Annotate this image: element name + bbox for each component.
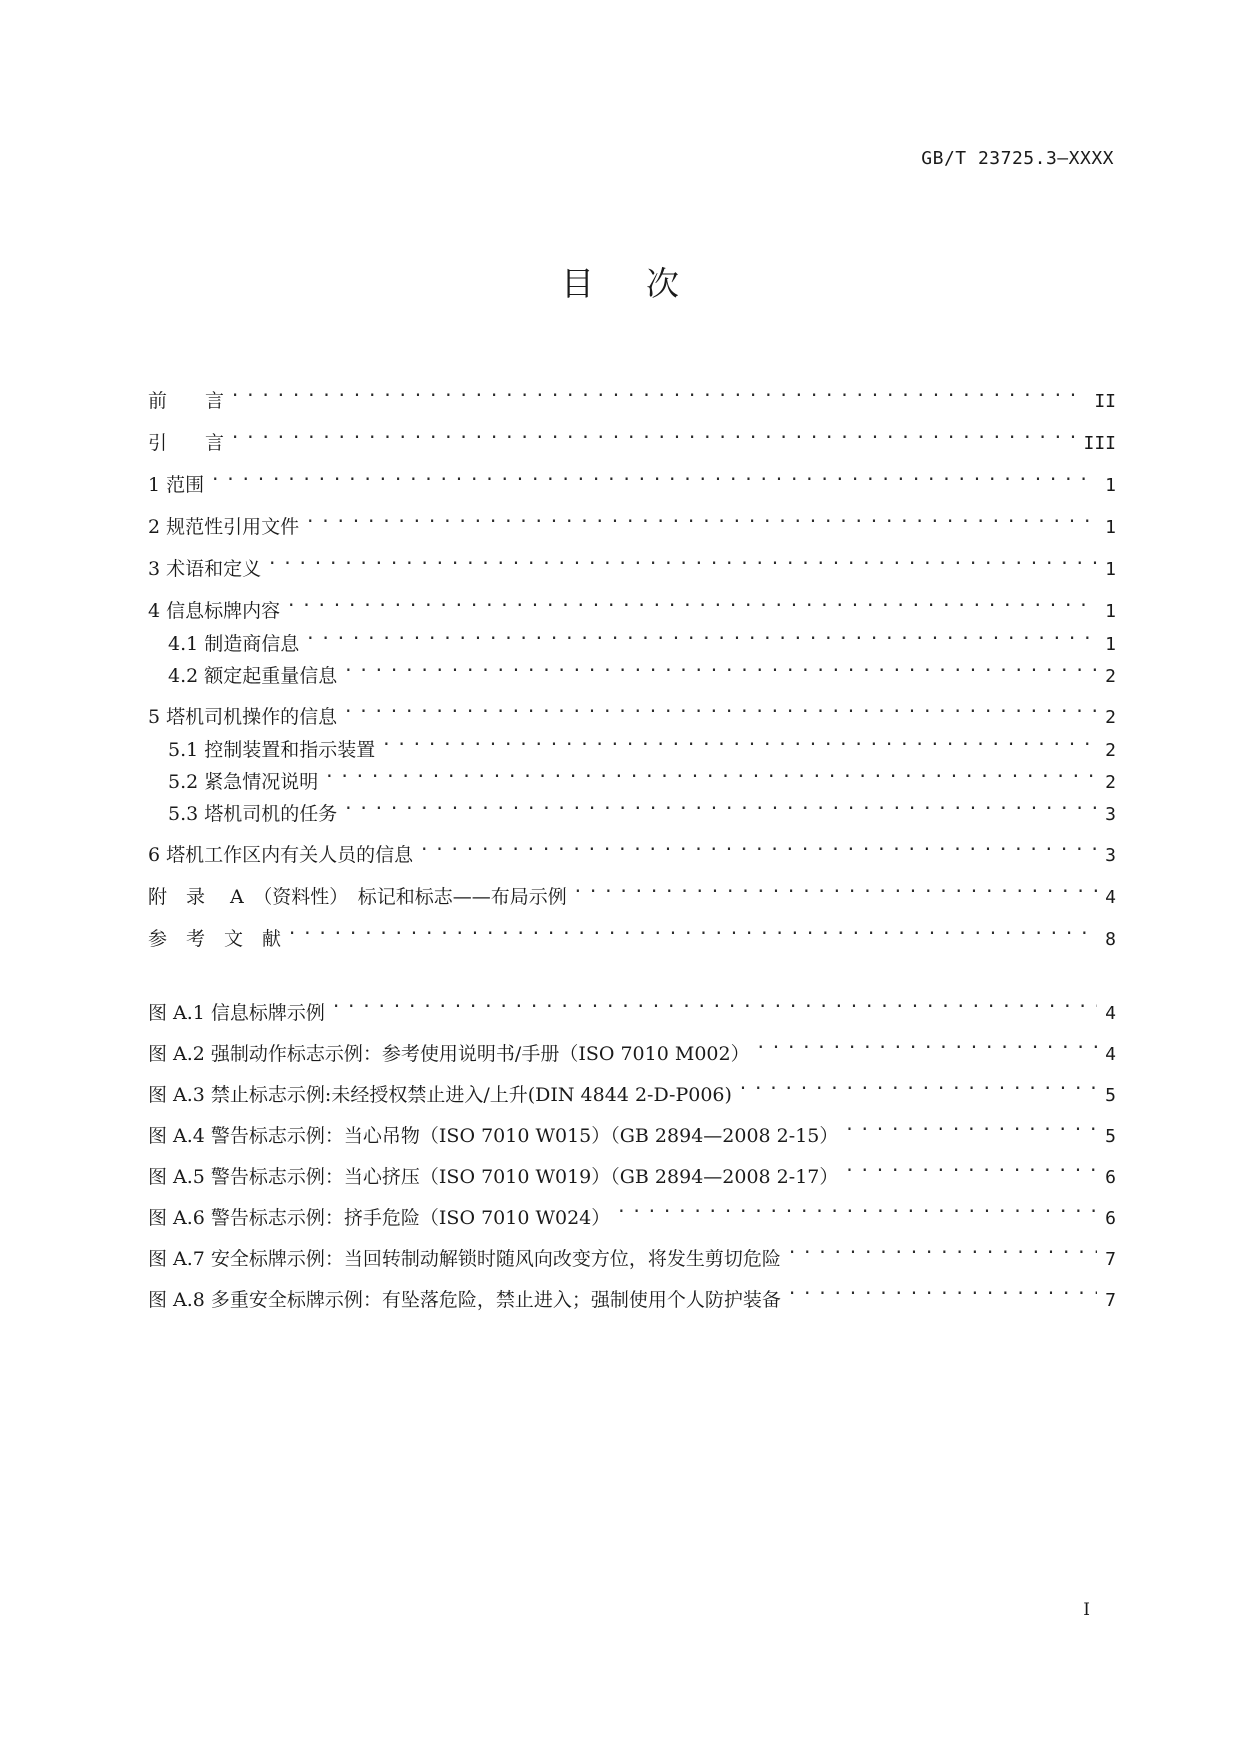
dot-leader	[756, 1019, 1098, 1060]
figure-entry-label: 图 A.1 信息标牌示例	[148, 1002, 325, 1024]
toc-entry-introduction[interactable]	[148, 417, 1116, 454]
toc-entry-page: 2	[1105, 666, 1116, 687]
toc-entry-page: 1	[1105, 517, 1116, 538]
dot-leader	[230, 375, 1086, 407]
toc-entry-normative-references[interactable]	[148, 501, 1116, 538]
toc-entry-label: 参 考 文 献	[148, 928, 282, 950]
toc-entry-page: 2	[1105, 740, 1116, 761]
toc-entry-section-4-2[interactable]	[148, 650, 1116, 687]
dot-leader	[286, 585, 1097, 617]
toc-entry-section-5-3[interactable]	[148, 788, 1116, 825]
toc-entry-foreword[interactable]	[148, 375, 1116, 412]
toc-entry-page: 1	[1105, 475, 1116, 496]
dot-leader	[287, 913, 1097, 945]
dot-leader	[844, 1142, 1097, 1183]
toc-entry-label: 2 规范性引用文件	[148, 516, 300, 538]
figure-entry-label: 图 A.6 警告标志示例：挤手危险（ISO 7010 W024）	[148, 1207, 611, 1229]
dot-leader	[331, 978, 1097, 1019]
toc-entry-label: 4.1 制造商信息	[168, 633, 300, 655]
toc-entry-bibliography[interactable]	[148, 913, 1116, 950]
dot-leader	[230, 417, 1075, 449]
list-of-figures	[148, 978, 1116, 1311]
toc-entry-label: 3 术语和定义	[148, 558, 262, 580]
dot-leader	[267, 543, 1097, 575]
figure-entry-page: 4	[1105, 1044, 1116, 1065]
figure-entry-label: 图 A.5 警告标志示例：当心挤压（ISO 7010 W019）（GB 2894—2008 2-17）	[148, 1166, 839, 1188]
dot-leader	[210, 459, 1097, 491]
toc-entry-section-5[interactable]	[148, 691, 1116, 728]
figure-entry-label: 图 A.4 警告标志示例：当心吊物（ISO 7010 W015）（GB 2894—2008 2-15）	[148, 1125, 839, 1147]
dot-leader	[343, 691, 1097, 723]
figure-entry-label: 图 A.7 安全标牌示例：当回转制动解锁时随风向改变方位，将发生剪切危险	[148, 1248, 781, 1270]
toc-entry-label: 引 言	[148, 432, 225, 454]
dot-leader	[305, 618, 1097, 650]
toc-entry-page: III	[1083, 433, 1116, 454]
toc-entry-page: 2	[1105, 772, 1116, 793]
toc-entry-page: 4	[1105, 887, 1116, 908]
toc-entry-label: 5.2 紧急情况说明	[168, 771, 319, 793]
toc-entry-section-5-1[interactable]	[148, 724, 1116, 761]
dot-leader	[573, 871, 1097, 903]
toc-entry-label: 5 塔机司机操作的信息	[148, 706, 338, 728]
toc-entry-label: 5.3 塔机司机的任务	[168, 803, 338, 825]
toc-entry-section-4[interactable]	[148, 585, 1116, 622]
toc-entry-page: 1	[1105, 559, 1116, 580]
figure-entry-label: 图 A.2 强制动作标志示例：参考使用说明书/手册（ISO 7010 M002）	[148, 1043, 750, 1065]
page-title: 目次	[561, 264, 731, 303]
dot-leader	[419, 829, 1097, 861]
figure-entry-a4[interactable]	[148, 1101, 1116, 1147]
figure-entry-label: 图 A.3 禁止标志示例:未经授权禁止进入/上升(DIN 4844 2-D-P006)	[148, 1084, 732, 1106]
toc-entry-section-6[interactable]	[148, 829, 1116, 866]
page-number: I	[1083, 1600, 1090, 1620]
figure-entry-a7[interactable]	[148, 1224, 1116, 1270]
toc-entry-label: 4.2 额定起重量信息	[168, 665, 338, 687]
figure-entry-a3[interactable]	[148, 1060, 1116, 1106]
toc-entry-page: 1	[1105, 634, 1116, 655]
figure-entry-page: 4	[1105, 1003, 1116, 1024]
toc-entry-page: 8	[1105, 929, 1116, 950]
toc-entry-label: 5.1 控制装置和指示装置	[168, 739, 376, 761]
figure-entry-a5[interactable]	[148, 1142, 1116, 1188]
toc-entry-section-5-2[interactable]	[148, 756, 1116, 793]
dot-leader	[324, 756, 1097, 788]
dot-leader	[343, 788, 1097, 820]
toc-entry-terms[interactable]	[148, 543, 1116, 580]
table-of-contents	[148, 375, 1116, 950]
figure-entry-page: 5	[1105, 1085, 1116, 1106]
dot-leader	[787, 1265, 1097, 1306]
toc-entry-scope[interactable]	[148, 459, 1116, 496]
dot-leader	[616, 1183, 1097, 1224]
toc-entry-page: 1	[1105, 601, 1116, 622]
toc-entry-label: 1 范围	[148, 474, 205, 496]
figure-entry-a6[interactable]	[148, 1183, 1116, 1229]
toc-entry-page: 2	[1105, 707, 1116, 728]
toc-entry-section-4-1[interactable]	[148, 618, 1116, 655]
figure-entry-page: 5	[1105, 1126, 1116, 1147]
figure-entry-label: 图 A.8 多重安全标牌示例：有坠落危险，禁止进入；强制使用个人防护装备	[148, 1289, 781, 1311]
figure-entry-page: 7	[1105, 1290, 1116, 1311]
dot-leader	[343, 650, 1097, 682]
figure-entry-a2[interactable]	[148, 1019, 1116, 1065]
document-number: GB/T 23725.3—XXXX	[921, 148, 1114, 169]
toc-entry-label: 附 录 A （资料性） 标记和标志——布局示例	[148, 886, 567, 908]
toc-entry-page: 3	[1105, 804, 1116, 825]
toc-entry-label: 4 信息标牌内容	[148, 600, 281, 622]
dot-leader	[738, 1060, 1097, 1101]
figure-entry-page: 6	[1105, 1167, 1116, 1188]
figure-entry-page: 6	[1105, 1208, 1116, 1229]
figure-entry-page: 7	[1105, 1249, 1116, 1270]
dot-leader	[844, 1101, 1097, 1142]
toc-entry-label: 6 塔机工作区内有关人员的信息	[148, 844, 414, 866]
dot-leader	[305, 501, 1097, 533]
dot-leader	[381, 724, 1097, 756]
figure-entry-a1[interactable]	[148, 978, 1116, 1024]
toc-entry-annex-a[interactable]	[148, 871, 1116, 908]
dot-leader	[787, 1224, 1097, 1265]
toc-entry-label: 前 言	[148, 390, 225, 412]
figure-entry-a8[interactable]	[148, 1265, 1116, 1311]
toc-entry-page: II	[1094, 391, 1116, 412]
toc-entry-page: 3	[1105, 845, 1116, 866]
